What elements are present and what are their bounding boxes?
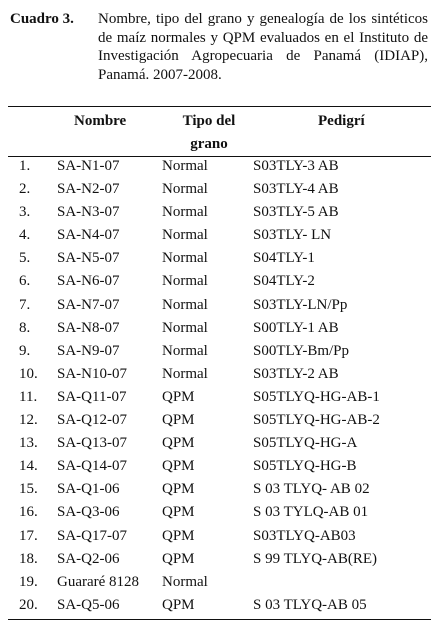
table-bottom-rule <box>8 619 431 620</box>
table-row <box>0 455 435 478</box>
row-pedigree: S03TLY-LN/Pp <box>253 296 348 313</box>
row-number: 5. <box>19 250 31 267</box>
row-name: SA-Q12-07 <box>57 412 127 429</box>
row-number: 12. <box>19 412 38 429</box>
row-pedigree: S04TLY-2 <box>253 273 315 290</box>
row-pedigree: S04TLY-1 <box>253 250 315 267</box>
row-number: 6. <box>19 273 31 290</box>
row-grain-type: Normal <box>162 319 208 336</box>
row-grain-type: Normal <box>162 365 208 382</box>
row-name: SA-Q3-06 <box>57 504 120 521</box>
row-grain-type: QPM <box>162 527 195 544</box>
row-number: 19. <box>19 573 38 590</box>
caption-text: Nombre, tipo del grano y genealogía de los sintéticos de maíz normales y QPM evaluados en el Instituto de Investigación Agropecuaria de Panamá (IDIAP), Panamá. 2007-2008. <box>98 11 428 83</box>
table-caption <box>10 10 428 84</box>
row-number: 9. <box>19 342 31 359</box>
header-type: Tipo del grano <box>182 113 236 152</box>
row-pedigree: S03TLY-2 AB <box>253 365 339 382</box>
table-row <box>0 478 435 501</box>
row-pedigree: S 99 TLYQ-AB(RE) <box>253 550 378 567</box>
row-grain-type: QPM <box>162 412 195 429</box>
row-pedigree: S03TLY-4 AB <box>253 181 339 198</box>
row-grain-type: QPM <box>162 550 195 567</box>
row-pedigree: S05TLYQ-HG-A <box>253 435 358 452</box>
table-row <box>0 525 435 548</box>
row-number: 3. <box>19 204 31 221</box>
row-number: 10. <box>19 365 38 382</box>
row-grain-type: QPM <box>162 481 195 498</box>
row-name: SA-Q2-06 <box>57 550 120 567</box>
table-row <box>0 201 435 224</box>
row-number: 14. <box>19 458 38 475</box>
row-name: SA-Q13-07 <box>57 435 127 452</box>
row-number: 20. <box>19 596 38 613</box>
row-name: SA-Q5-06 <box>57 596 120 613</box>
table-body <box>0 155 435 617</box>
row-number: 8. <box>19 319 31 336</box>
row-grain-type: QPM <box>162 458 195 475</box>
row-pedigree: S 03 TYLQ-AB 01 <box>253 504 369 521</box>
table-row <box>0 340 435 363</box>
row-pedigree: S03TLYQ-AB03 <box>253 527 356 544</box>
row-grain-type: QPM <box>162 596 195 613</box>
table-row <box>0 363 435 386</box>
row-grain-type: Normal <box>162 296 208 313</box>
row-pedigree: S03TLY-3 AB <box>253 158 339 174</box>
table-row <box>0 432 435 455</box>
row-grain-type: QPM <box>162 504 195 521</box>
row-name: SA-N8-07 <box>57 319 120 336</box>
table-row <box>0 224 435 247</box>
table-row <box>0 155 435 178</box>
row-number: 16. <box>19 504 38 521</box>
table-row <box>0 317 435 340</box>
row-name: SA-Q17-07 <box>57 527 127 544</box>
row-pedigree: S05TLYQ-HG-B <box>253 458 357 475</box>
row-pedigree: S00TLY-Bm/Pp <box>253 342 350 359</box>
table-row <box>0 571 435 594</box>
row-name: SA-N9-07 <box>57 342 120 359</box>
row-pedigree: S05TLYQ-HG-AB-1 <box>253 388 380 405</box>
table-row <box>0 270 435 293</box>
row-name: SA-Q1-06 <box>57 481 120 498</box>
row-number: 17. <box>19 527 38 544</box>
row-name: SA-Q11-07 <box>57 388 127 405</box>
row-number: 11. <box>19 388 38 405</box>
row-name: SA-N1-07 <box>57 158 120 174</box>
row-grain-type: Normal <box>162 158 208 174</box>
row-grain-type: Normal <box>162 273 208 290</box>
row-name: SA-N5-07 <box>57 250 120 267</box>
table-top-rule <box>8 106 431 107</box>
row-pedigree: S03TLY- LN <box>253 227 332 244</box>
row-pedigree: S03TLY-5 AB <box>253 204 339 221</box>
row-grain-type: QPM <box>162 388 195 405</box>
row-grain-type: Normal <box>162 204 208 221</box>
table-row <box>0 294 435 317</box>
row-grain-type: Normal <box>162 181 208 198</box>
row-name: SA-N4-07 <box>57 227 120 244</box>
table-row <box>0 178 435 201</box>
table-row <box>0 501 435 524</box>
row-grain-type: Normal <box>162 573 208 590</box>
row-number: 15. <box>19 481 38 498</box>
row-name: SA-N2-07 <box>57 181 120 198</box>
row-name: SA-N10-07 <box>57 365 127 382</box>
row-number: 1. <box>19 158 31 174</box>
row-name: Guararé 8128 <box>57 573 140 590</box>
table-row <box>0 409 435 432</box>
table-row <box>0 247 435 270</box>
row-name: SA-N7-07 <box>57 296 120 313</box>
header-name: Nombre <box>74 113 127 129</box>
table-row <box>0 548 435 571</box>
row-name: SA-N6-07 <box>57 273 120 290</box>
row-pedigree: S00TLY-1 AB <box>253 319 339 336</box>
row-name: SA-Q14-07 <box>57 458 127 475</box>
caption-label: Cuadro 3. <box>10 11 74 27</box>
row-number: 18. <box>19 550 38 567</box>
row-number: 13. <box>19 435 38 452</box>
row-name: SA-N3-07 <box>57 204 120 221</box>
table-row <box>0 594 435 617</box>
table-row <box>0 386 435 409</box>
row-grain-type: Normal <box>162 342 208 359</box>
row-number: 7. <box>19 296 31 313</box>
row-number: 4. <box>19 227 31 244</box>
row-grain-type: Normal <box>162 250 208 267</box>
row-grain-type: Normal <box>162 227 208 244</box>
row-grain-type: QPM <box>162 435 195 452</box>
row-number: 2. <box>19 181 31 198</box>
header-pedigree: Pedigrí <box>318 113 365 129</box>
row-pedigree: S 03 TLYQ- AB 02 <box>253 481 370 498</box>
row-pedigree: S 03 TLYQ-AB 05 <box>253 596 367 613</box>
row-pedigree: S05TLYQ-HG-AB-2 <box>253 412 380 429</box>
